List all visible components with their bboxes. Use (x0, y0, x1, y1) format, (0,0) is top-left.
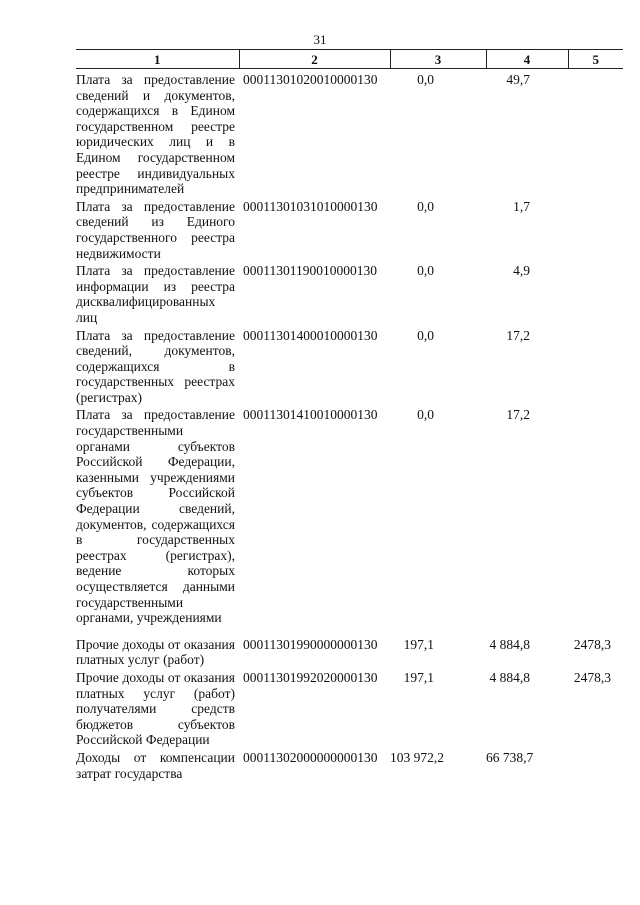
row-value-5 (568, 69, 623, 199)
table-row (76, 263, 623, 327)
row-value-5 (568, 407, 623, 627)
row-value-3: 0,0 (417, 198, 434, 214)
row-name: Доходы от компенсации затрат государства (76, 749, 235, 781)
row-value-4: 49,7 (506, 72, 530, 87)
row-code: 00011301190010000130 (243, 263, 377, 279)
row-name: Прочие доходы от оказания платных услуг (работ) (76, 636, 235, 668)
row-name: Плата за предоставление информации из реестра дисквалифицированных лиц (76, 263, 235, 325)
row-name: Плата за предоставление государственными органами субъектов Российской Федерации, казенными учреждениями субъектов Российской Федерации сведений, документов, содержащихся в государственных реестрах (регистрах), ведение которых осуществляется данными государственными органами, учреждениями (76, 407, 235, 626)
column-header-4: 4 (486, 50, 568, 69)
table-row (76, 199, 623, 263)
column-header-5: 5 (568, 50, 623, 69)
row-code: 00011301031010000130 (243, 198, 378, 214)
column-header-3: 3 (390, 50, 486, 69)
table-header-row (76, 50, 623, 69)
row-code: 00011301410010000130 (243, 407, 378, 423)
table-row (76, 628, 623, 670)
table-row (76, 328, 623, 408)
row-value-5 (568, 750, 623, 783)
row-value-5 (568, 199, 623, 263)
row-value-5: 2478,3 (573, 669, 611, 685)
row-code: 00011301020010000130 (243, 72, 378, 87)
row-value-3: 0,0 (417, 263, 434, 279)
row-value-4: 4,9 (513, 263, 530, 279)
row-value-4: 17,2 (506, 407, 530, 423)
row-name: Плата за предоставление сведений, документов, содержащихся в государственных реестрах (регистрах) (76, 327, 235, 405)
column-header-2: 2 (239, 50, 390, 69)
row-value-4: 17,2 (506, 327, 530, 343)
column-header-1: 1 (76, 50, 239, 69)
row-code: 00011301992020000130 (243, 669, 378, 685)
table-row (76, 69, 623, 199)
row-value-3: 103 972,2 (390, 749, 444, 765)
table-row (76, 670, 623, 750)
row-value-4: 4 884,8 (489, 669, 530, 685)
table-row (76, 407, 623, 627)
row-name: Плата за предоставление сведений из Единого государственного реестра недвижимости (76, 198, 235, 261)
row-value-3: 0,0 (417, 327, 434, 343)
row-value-4: 66 738,7 (486, 749, 534, 765)
row-code: 00011301990000000130 (243, 636, 378, 652)
row-name: Прочие доходы от оказания платных услуг (работ) получателями средств бюджетов субъектов Российской Федерации (76, 669, 235, 748)
page-number: 31 (313, 32, 327, 47)
row-value-5: 2478,3 (573, 636, 611, 652)
row-value-3: 197,1 (403, 636, 434, 652)
row-value-5 (568, 328, 623, 408)
row-code: 00011301400010000130 (243, 327, 378, 343)
row-name: Плата за предоставление сведений и документов, содержащихся в Едином государственном реестре юридических лиц и в Едином государственном реестре индивидуальных предпринимателей (76, 72, 235, 197)
row-value-5 (568, 263, 623, 327)
row-value-3: 197,1 (403, 669, 434, 685)
row-value-4: 1,7 (513, 198, 530, 214)
row-code: 00011302000000000130 (243, 749, 378, 765)
row-value-3: 0,0 (417, 407, 434, 423)
revenue-table (76, 49, 623, 783)
table-row (76, 750, 623, 783)
row-value-4: 4 884,8 (489, 636, 530, 652)
row-value-3: 0,0 (417, 72, 434, 87)
